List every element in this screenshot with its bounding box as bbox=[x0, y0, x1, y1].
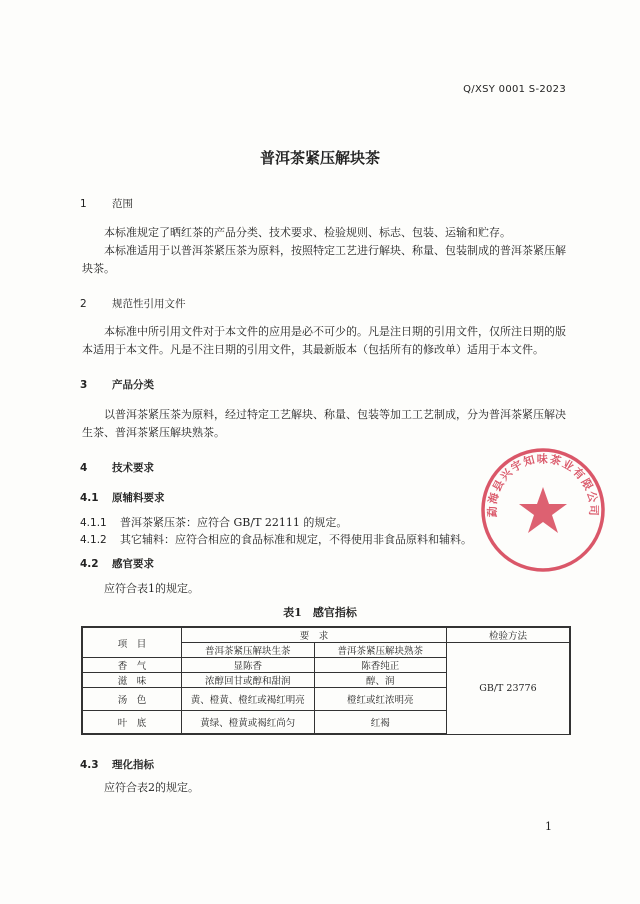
section-3-paragraph-1: 以普洱茶紧压茶为原料，经过特定工艺解块、称量、包装等加工工艺制成，分为普洱茶紧压解决生茶、普洱茶紧压解块熟茶。 bbox=[82, 408, 566, 439]
section-title: 产品分类 bbox=[112, 379, 154, 391]
section-3-heading bbox=[80, 377, 154, 392]
row-raw-value: 黄绿、橙黄或褐红尚匀 bbox=[182, 711, 314, 735]
clause-text: 普洱茶紧压茶：应符合 GB/T 22111 的规定。 bbox=[120, 516, 348, 529]
row-item: 滋 味 bbox=[82, 673, 182, 688]
row-ripe-value: 陈香纯正 bbox=[314, 658, 446, 673]
section-number: 4 bbox=[80, 462, 88, 474]
row-ripe-value: 红褐 bbox=[314, 711, 446, 735]
section-number: 4.2 bbox=[80, 558, 99, 570]
section-4-3-text: 应符合表2的规定。 bbox=[104, 781, 199, 794]
row-ripe-value: 橙红或红浓明亮 bbox=[314, 688, 446, 711]
section-title: 原辅料要求 bbox=[112, 492, 165, 504]
section-4-1-heading bbox=[80, 490, 165, 505]
clause-number: 4.1.2 bbox=[80, 534, 107, 546]
section-1-heading bbox=[80, 196, 133, 211]
row-raw-value: 显陈香 bbox=[182, 658, 314, 673]
row-item: 叶 底 bbox=[82, 711, 182, 735]
section-2-paragraph-1: 本标准中所引用文件对于本文件的应用是必不可少的。凡是注日期的引用文件，仅所注日期的版本适用于本文件。凡是不注日期的引用文件，其最新版本（包括所有的修改单）适用于本文件。 bbox=[82, 325, 566, 356]
section-4-heading bbox=[80, 460, 154, 475]
section-title: 范围 bbox=[112, 198, 133, 210]
clause-text: 其它辅料：应符合相应的食品标准和规定，不得使用非食品原料和辅料。 bbox=[120, 533, 472, 546]
row-ripe-value: 醇、润 bbox=[314, 673, 446, 688]
subheader-raw-tea: 普洱茶紧压解块生茶 bbox=[182, 643, 314, 658]
section-title: 理化指标 bbox=[112, 759, 154, 771]
seal-text: 勐海县兴宇知味茶业有限公司 bbox=[485, 452, 601, 518]
row-raw-value: 浓醇回甘或醇和甜润 bbox=[182, 673, 314, 688]
page-number: 1 bbox=[545, 820, 552, 833]
section-title: 规范性引用文件 bbox=[112, 298, 186, 310]
section-2-heading bbox=[80, 296, 186, 311]
table-1-title: 表1 感官指标 bbox=[283, 606, 357, 619]
sensory-table bbox=[81, 626, 571, 735]
subheader-ripe-tea: 普洱茶紧压解块熟茶 bbox=[314, 643, 446, 658]
row-raw-value: 黄、橙黄、橙红或褐红明亮 bbox=[182, 688, 314, 711]
section-1-paragraph-1: 本标准规定了晒红茶的产品分类、技术要求、检验规则、标志、包装、运输和贮存。 bbox=[104, 226, 511, 239]
section-4-3-heading bbox=[80, 757, 154, 772]
clause-4-1-1 bbox=[80, 514, 347, 530]
row-item: 汤 色 bbox=[82, 688, 182, 711]
page-title: 普洱茶紧压解块茶 bbox=[259, 149, 380, 167]
header-requirement: 要 求 bbox=[182, 627, 447, 643]
section-4-2-text: 应符合表1的规定。 bbox=[104, 582, 199, 595]
section-1-paragraph-2: 本标准适用于以普洱茶紧压茶为原料，按照特定工艺进行解块、称量、包装制成的普洱茶紧压解块茶。 bbox=[82, 244, 566, 275]
header-item: 项 目 bbox=[82, 627, 182, 658]
test-method-cell: GB/T 23776 bbox=[446, 643, 570, 735]
company-seal bbox=[478, 445, 608, 575]
row-item: 香 气 bbox=[82, 658, 182, 673]
section-number: 4.3 bbox=[80, 759, 99, 771]
seal-star-icon bbox=[519, 487, 567, 533]
section-number: 1 bbox=[80, 198, 87, 210]
clause-number: 4.1.1 bbox=[80, 517, 107, 529]
standard-number: Q/XSY 0001 S-2023 bbox=[463, 84, 566, 95]
header-test-method: 检验方法 bbox=[446, 627, 570, 643]
section-title: 感官要求 bbox=[112, 558, 154, 570]
section-number: 4.1 bbox=[80, 492, 99, 504]
section-number: 2 bbox=[80, 298, 87, 310]
section-title: 技术要求 bbox=[112, 462, 154, 474]
clause-4-1-2 bbox=[80, 531, 472, 547]
section-4-2-heading bbox=[80, 556, 154, 571]
section-number: 3 bbox=[80, 379, 88, 391]
